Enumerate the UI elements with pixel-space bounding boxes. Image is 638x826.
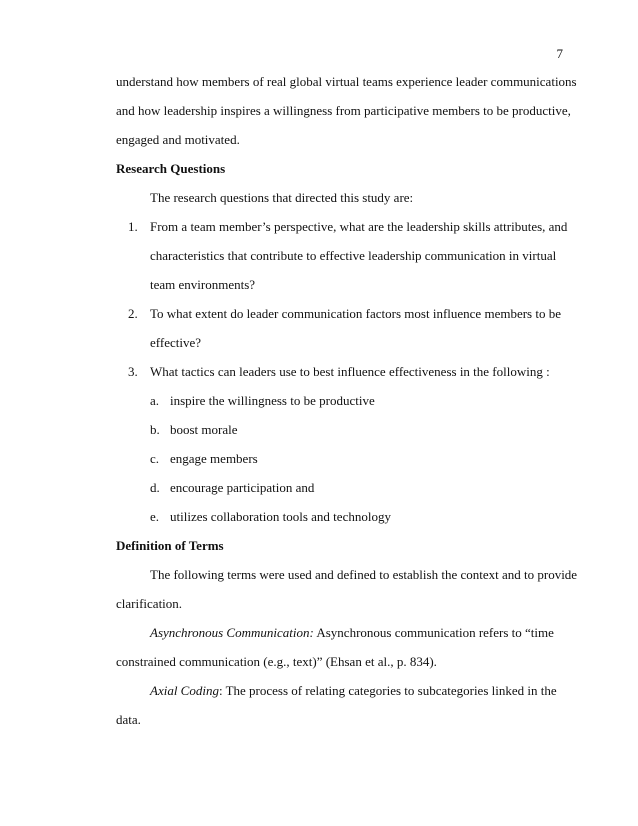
sub-item-c-text: engage members bbox=[170, 451, 258, 466]
axial-definition-line-2: data. bbox=[116, 712, 141, 727]
axial-definition-line-1 bbox=[150, 683, 557, 699]
async-definition-line-1 bbox=[150, 625, 554, 641]
definitions-intro-line-1: The following terms were used and defined to establish the context and to provide bbox=[150, 567, 578, 582]
async-definition-text: Asynchronous communication refers to “time bbox=[313, 625, 554, 640]
research-questions-intro: The research questions that directed this study are: bbox=[150, 190, 414, 205]
question-1-line-2: characteristics that contribute to effective leadership communication in virtual bbox=[150, 248, 557, 263]
sub-item-a-letter: a. bbox=[150, 393, 160, 408]
question-2-number: 2. bbox=[128, 306, 138, 321]
intro-line-1: understand how members of real global virtual teams experience leader communications bbox=[116, 74, 577, 89]
page-number: 7 bbox=[556, 46, 563, 61]
sub-item-d-letter: d. bbox=[150, 480, 160, 495]
sub-item-e-letter: e. bbox=[150, 509, 160, 524]
intro-line-2: and how leadership inspires a willingness from participative members to be productive, bbox=[116, 103, 571, 118]
question-3-line-1: What tactics can leaders use to best influence effectiveness in the following : bbox=[150, 364, 550, 379]
question-1-line-3: team environments? bbox=[150, 277, 256, 292]
async-term: Asynchronous Communication: bbox=[150, 625, 314, 640]
sub-item-d-text: encourage participation and bbox=[170, 480, 315, 495]
axial-term: Axial Coding bbox=[150, 683, 219, 698]
sub-item-a-text: inspire the willingness to be productive bbox=[170, 393, 375, 408]
research-questions-heading: Research Questions bbox=[116, 161, 226, 176]
question-2-line-2: effective? bbox=[150, 335, 201, 350]
sub-item-b-text: boost morale bbox=[170, 422, 238, 437]
definitions-heading: Definition of Terms bbox=[116, 538, 224, 553]
sub-item-b-letter: b. bbox=[150, 422, 160, 437]
question-2-line-1: To what extent do leader communication factors most influence members to be bbox=[150, 306, 561, 321]
definitions-intro-line-2: clarification. bbox=[116, 596, 183, 611]
question-1-number: 1. bbox=[128, 219, 138, 234]
async-definition-line-2: constrained communication (e.g., text)” (Ehsan et al., p. 834). bbox=[116, 654, 437, 669]
sub-item-c-letter: c. bbox=[150, 451, 160, 466]
axial-definition-text: : The process of relating categories to subcategories linked in the bbox=[218, 683, 557, 698]
question-3-number: 3. bbox=[128, 364, 138, 379]
sub-item-e-text: utilizes collaboration tools and technology bbox=[170, 509, 391, 524]
question-1-line-1: From a team member’s perspective, what are the leadership skills attributes, and bbox=[150, 219, 568, 234]
intro-line-3: engaged and motivated. bbox=[116, 132, 240, 147]
